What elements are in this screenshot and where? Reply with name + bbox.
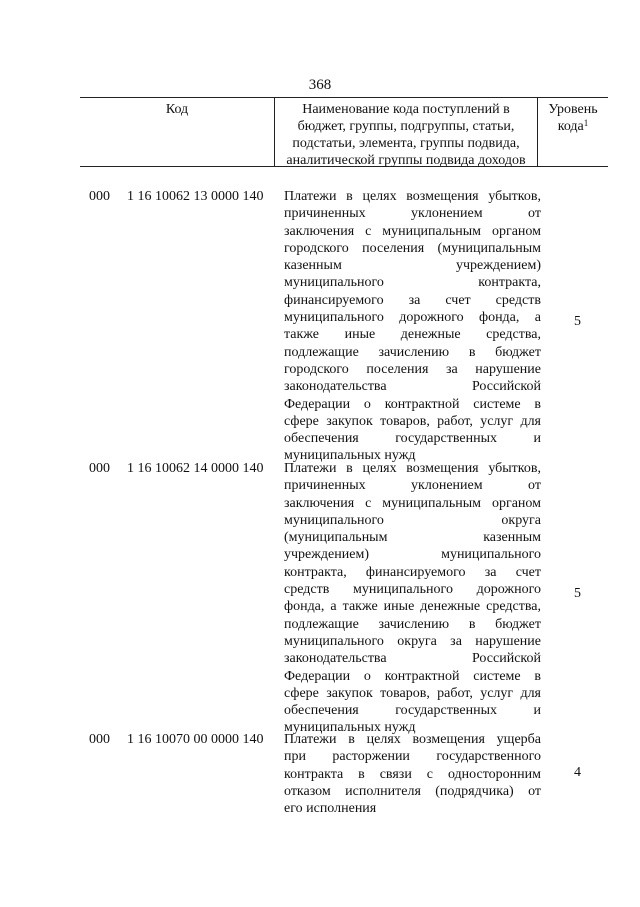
description-line: Федерации о контрактной системе в (284, 396, 541, 412)
header-name-line: Наименование кода поступлений в (302, 102, 510, 117)
description-line: отказом исполнителя (подрядчика) от (284, 783, 541, 799)
table-header (80, 97, 608, 167)
description-line: заключения с муниципальным органом (284, 223, 541, 239)
income-description (284, 731, 541, 817)
header-name-line: бюджет, группы, подгруппы, статьи, (297, 119, 515, 134)
header-name-column (274, 98, 538, 166)
description-line: городского поселения (муниципальным (284, 240, 541, 256)
description-line: обеспечения государственных и (284, 703, 541, 719)
admin-code: 000 (89, 189, 110, 204)
description-line: фонда, а также иные денежные средства, (284, 599, 541, 615)
description-line: контракта в связи с односторонним (284, 766, 541, 782)
description-line: также иные денежные средства, (284, 327, 541, 343)
page-number: 368 (308, 77, 332, 93)
header-level-label-2: кода$^1$ (557, 118, 589, 134)
description-line: при расторжении государственного (284, 749, 541, 765)
income-description (284, 188, 541, 465)
income-code: 1 16 10062 13 0000 140 (127, 189, 264, 204)
description-line: муниципального контракта, (284, 275, 541, 291)
description-line: подлежащие зачислению в бюджет (284, 344, 541, 360)
description-line: казенным учреждением) (284, 258, 541, 274)
code-level: 4 (574, 765, 581, 780)
admin-code: 000 (89, 461, 110, 476)
description-line: Платежи в целях возмещения убытков, (284, 461, 541, 476)
description-line: муниципального дорожного фонда, а (284, 310, 541, 326)
description-line: учреждением) муниципального (284, 547, 541, 563)
header-code-column (80, 98, 274, 166)
description-line: законодательства Российской (284, 651, 541, 667)
income-code: 1 16 10070 00 0000 140 (127, 732, 264, 747)
description-line: муниципального округа (284, 512, 541, 528)
income-description (284, 460, 541, 737)
code-level: 5 (574, 586, 581, 601)
description-line: причиненных уклонением от (284, 478, 541, 494)
header-code-label: Код (165, 102, 189, 117)
description-line: финансируемого за счет средств (284, 292, 541, 308)
header-level-label: Уровень (548, 102, 598, 117)
description-line: обеспечения государственных и (284, 431, 541, 447)
description-line: заключения с муниципальным органом (284, 495, 541, 511)
description-line: Платежи в целях возмещения ущерба (284, 732, 541, 747)
description-line: (муниципальным казенным (284, 530, 541, 546)
description-line: законодательства Российской (284, 379, 541, 395)
description-line: подлежащие зачислению в бюджет (284, 616, 541, 632)
header-name-line: подстатьи, элемента, группы подвида, (292, 136, 520, 151)
footnote-marker: 1 (583, 118, 589, 128)
description-line: городского поселения за нарушение (284, 361, 541, 377)
description-line: сфере закупок товаров, работ, услуг для (284, 413, 541, 429)
header-name-line: аналитической группы подвида доходов (286, 153, 526, 168)
description-line: Федерации о контрактной системе в (284, 668, 541, 684)
description-line: Платежи в целях возмещения убытков, (284, 189, 541, 204)
description-line: контракта, финансируемого за счет (284, 564, 541, 580)
code-level: 5 (574, 314, 581, 329)
admin-code: 000 (89, 732, 110, 747)
description-line: его исполнения (284, 801, 377, 817)
description-line: сфере закупок товаров, работ, услуг для (284, 685, 541, 701)
description-line: средств муниципального дорожного (284, 582, 541, 598)
income-code: 1 16 10062 14 0000 140 (127, 461, 264, 476)
description-line: причиненных уклонением от (284, 206, 541, 222)
description-line: муниципального округа за нарушение (284, 633, 541, 649)
description-line: муниципальных нужд (284, 720, 416, 736)
description-line: муниципальных нужд (284, 448, 416, 464)
header-level-column (538, 98, 608, 166)
